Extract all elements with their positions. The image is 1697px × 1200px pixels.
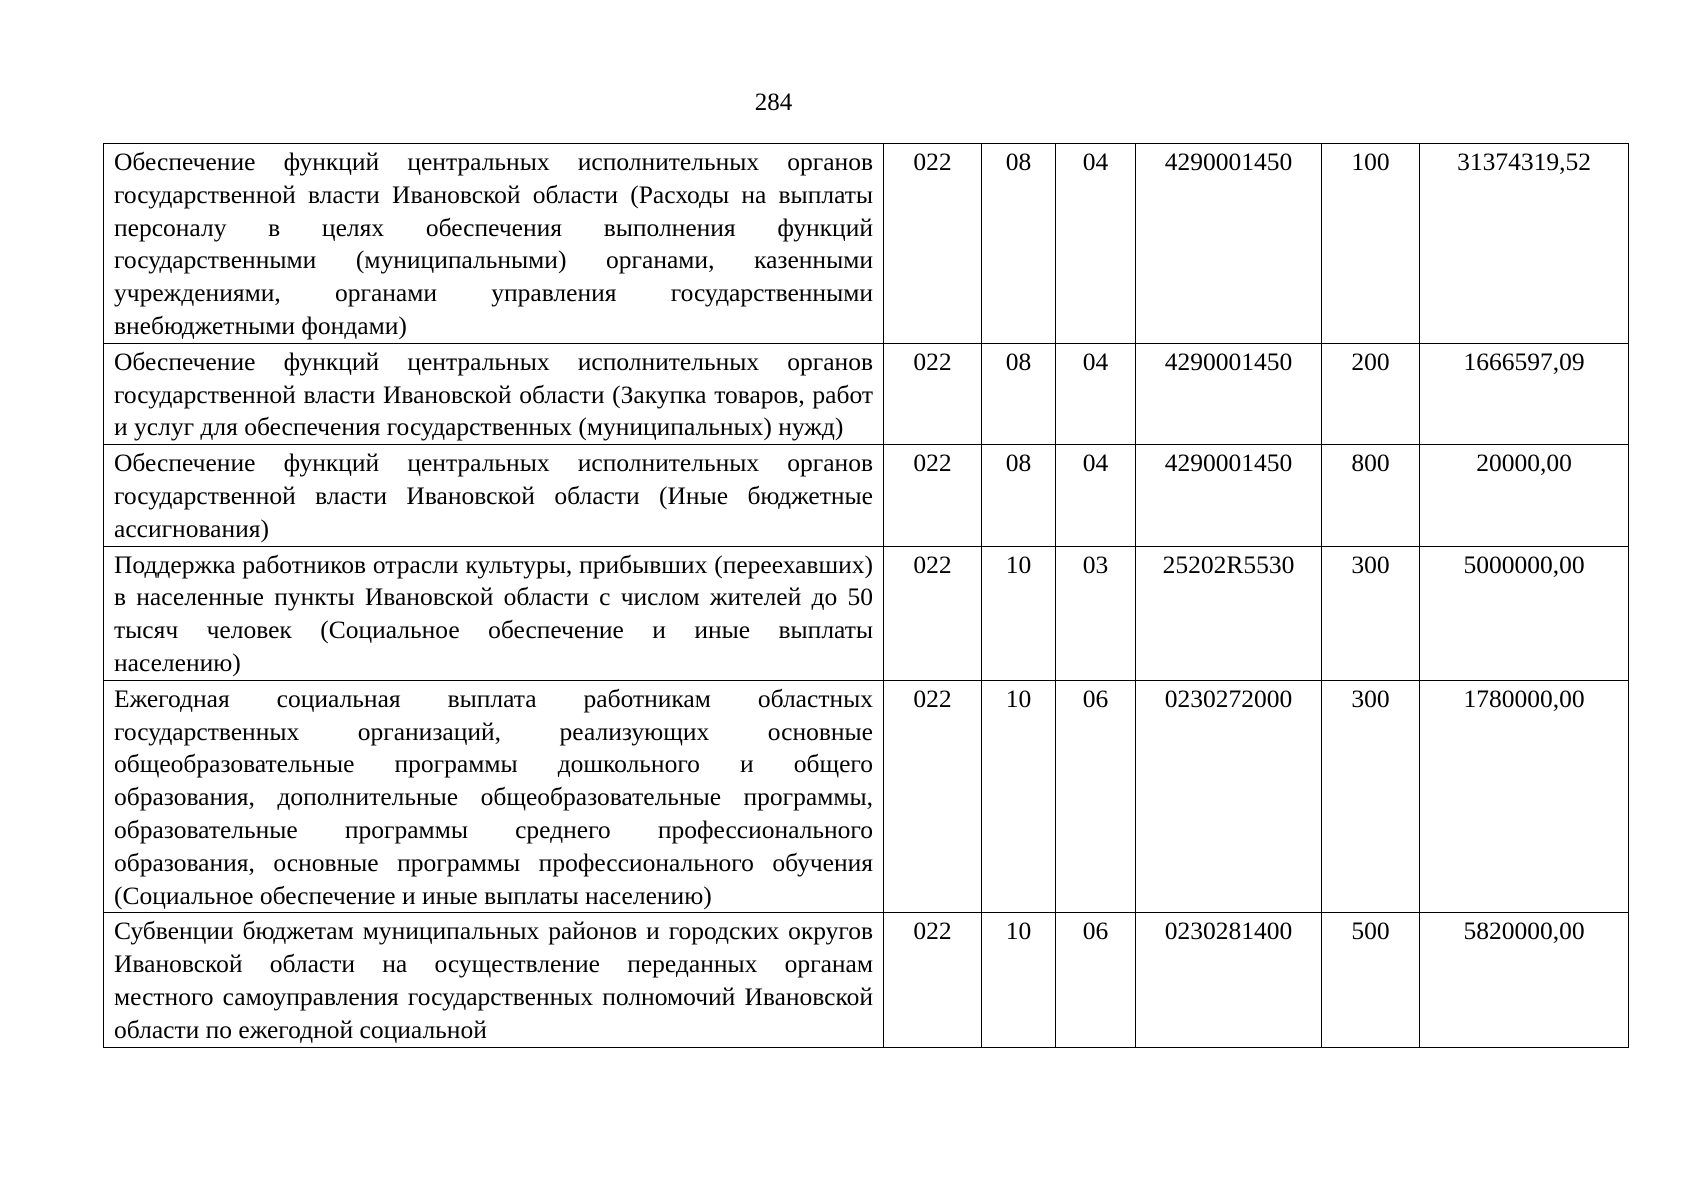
- amount: 31374319,52: [1420, 144, 1629, 344]
- section-code: 10: [982, 913, 1056, 1047]
- section-code: 08: [982, 144, 1056, 344]
- subsection-code: 04: [1056, 445, 1136, 546]
- subsection-code: 04: [1056, 144, 1136, 344]
- expense-type-code: 300: [1322, 680, 1420, 913]
- expense-description: Обеспечение функций центральных исполнительных органов государственной власти Ивановской области (Иные бюджетные ассигнования): [104, 445, 884, 546]
- table-row: [104, 343, 1629, 444]
- grbs-code: 022: [884, 913, 982, 1047]
- expense-type-code: 300: [1322, 546, 1420, 680]
- grbs-code: 022: [884, 546, 982, 680]
- table-row: [104, 546, 1629, 680]
- page-number: 284: [754, 89, 793, 116]
- amount: 1666597,09: [1420, 343, 1629, 444]
- section-code: 08: [982, 445, 1056, 546]
- expense-type-code: 100: [1322, 144, 1420, 344]
- expense-type-code: 800: [1322, 445, 1420, 546]
- target-article-code: 4290001450: [1136, 343, 1322, 444]
- target-article-code: 25202R5530: [1136, 546, 1322, 680]
- table-row: [104, 680, 1629, 913]
- target-article-code: 4290001450: [1136, 445, 1322, 546]
- amount: 20000,00: [1420, 445, 1629, 546]
- expense-description: Ежегодная социальная выплата работникам областных государственных организаций, реализующих основные общеобразовательные программы дошкольного и общего образования, дополнительные общеобразовательные программы, образовательные программы среднего профессионального образования, основные программы профессионального обучения (Социальное обеспечение и иные выплаты населению): [104, 680, 884, 913]
- amount: 5000000,00: [1420, 546, 1629, 680]
- expense-description: Обеспечение функций центральных исполнительных органов государственной власти Ивановской области (Расходы на выплаты персоналу в целях обеспечения выполнения функций государственными (муниципальными) органами, казенными учреждениями, органами управления государственными внебюджетными фондами): [104, 144, 884, 344]
- amount: 5820000,00: [1420, 913, 1629, 1047]
- table-row: [104, 144, 1629, 344]
- grbs-code: 022: [884, 680, 982, 913]
- expense-type-code: 500: [1322, 913, 1420, 1047]
- table-row: [104, 913, 1629, 1047]
- expense-description: Поддержка работников отрасли культуры, прибывших (переехавших) в населенные пункты Ивановской области с числом жителей до 50 тысяч человек (Социальное обеспечение и иные выплаты населению): [104, 546, 884, 680]
- expense-description: Обеспечение функций центральных исполнительных органов государственной власти Ивановской области (Закупка товаров, работ и услуг для обеспечения государственных (муниципальных) нужд): [104, 343, 884, 444]
- grbs-code: 022: [884, 144, 982, 344]
- subsection-code: 04: [1056, 343, 1136, 444]
- section-code: 10: [982, 546, 1056, 680]
- subsection-code: 03: [1056, 546, 1136, 680]
- amount: 1780000,00: [1420, 680, 1629, 913]
- subsection-code: 06: [1056, 680, 1136, 913]
- section-code: 08: [982, 343, 1056, 444]
- table-row: [104, 445, 1629, 546]
- expense-description: Субвенции бюджетам муниципальных районов и городских округов Ивановской области на осуществление переданных органам местного самоуправления государственных полномочий Ивановской области по ежегодной социальной: [104, 913, 884, 1047]
- subsection-code: 06: [1056, 913, 1136, 1047]
- budget-table: [103, 143, 1629, 1048]
- section-code: 10: [982, 680, 1056, 913]
- target-article-code: 0230281400: [1136, 913, 1322, 1047]
- grbs-code: 022: [884, 343, 982, 444]
- grbs-code: 022: [884, 445, 982, 546]
- expense-type-code: 200: [1322, 343, 1420, 444]
- target-article-code: 4290001450: [1136, 144, 1322, 344]
- target-article-code: 0230272000: [1136, 680, 1322, 913]
